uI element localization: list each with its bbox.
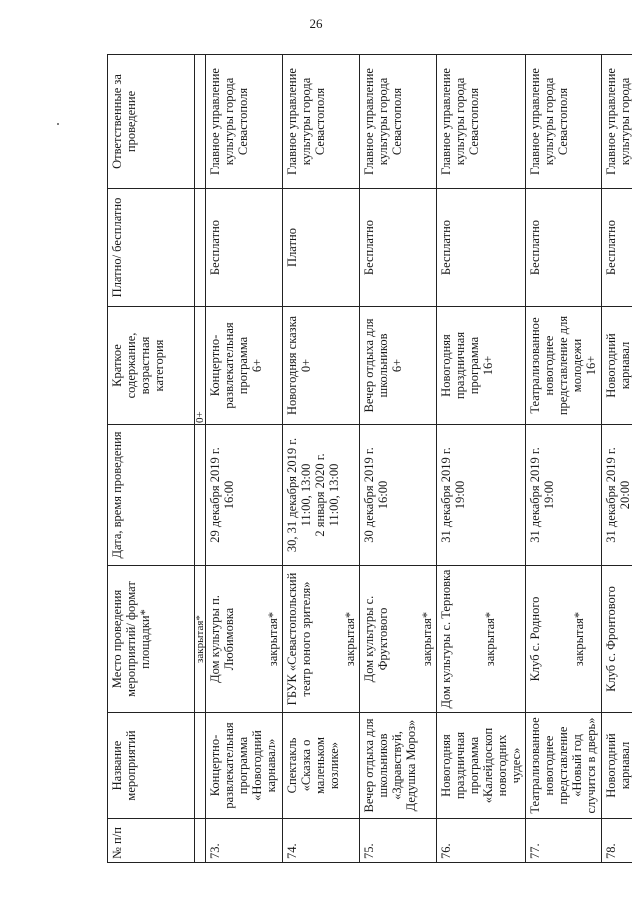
responsible-org: Главное управление культуры города [604,68,632,175]
cell-name [206,713,283,819]
event-name: Концертно-развлекательная программа «Новогодний карнавал» [208,722,278,809]
rotated-table-container [107,55,632,863]
event-name: Театрализованное новогоднее представление «Новый год случится в дверь» [528,717,598,814]
header-content: Краткое содержание, возрастная категория [108,307,195,425]
cell-datetime [602,425,632,566]
header-venue: Место проведения мероприятий/ формат площадки* [108,566,195,713]
cell-content [360,307,437,425]
cell-content [602,307,632,425]
cell-num [283,819,360,863]
datetime-line: 20:00 [618,480,632,510]
event-name: Вечер отдыха для школьников «Здравствуй, Дедушка Мороз» [362,718,418,813]
cell-venue [283,566,360,713]
sub-empty [195,425,206,566]
venue-format: закрытая* [572,611,586,667]
cell-name [283,713,360,819]
header-paid: Платно/ бесплатно [108,189,195,307]
datetime-line: 29 декабря 2019 г. [208,447,222,543]
header-num: № п/п [108,819,195,863]
cell-responsible [437,55,526,189]
cell-content [526,307,602,425]
venue-format: закрытая* [266,611,280,667]
age-category: 16+ [584,355,598,376]
paid-status: Бесплатно [604,219,618,276]
cell-num [360,819,437,863]
header-name: Название мероприятий [108,713,195,819]
cell-num [602,819,632,863]
row-number: 75. [362,843,376,859]
cell-paid [206,189,283,307]
content-text: Новогодний карнавал [604,333,632,398]
cell-datetime [360,425,437,566]
row-number: 78. [604,843,618,859]
datetime-line: 31 декабря 2019 г. [604,447,618,543]
datetime-line: 2 января 2020 г. [313,453,327,537]
table-header-row [108,55,195,863]
cell-responsible [283,55,360,189]
responsible-org: Главное управление культуры города Севастополя [362,68,404,175]
cell-num [526,819,602,863]
venue-text: Клуб с. Родного [528,596,542,682]
row-number: 74. [285,843,299,859]
content-text: Новогодняя праздничная программа [439,331,481,400]
content-text: Театрализованное новогоднее представление для молодежи [528,315,584,416]
cell-content [283,307,360,425]
venue-text: Клуб с. Фронтового [604,586,618,692]
datetime-line: 19:00 [542,480,556,510]
venue-text: ГБУК «Севастопольский театр юного зрителя» [285,572,313,706]
row-number: 77. [528,843,542,859]
sub-venue-format: закрытая* [195,566,206,713]
table-subheader-row [195,55,206,863]
table-row [437,55,526,863]
scan-speck [57,123,59,125]
cell-datetime [206,425,283,566]
cell-responsible [526,55,602,189]
cell-name [437,713,526,819]
cell-content [437,307,526,425]
page-number: 26 [309,16,323,31]
events-table [107,54,632,863]
datetime-line: 30, 31 декабря 2019 г. [285,437,299,553]
responsible-org: Главное управление культуры города Севастополя [439,68,481,175]
responsible-org: Главное управление культуры города Севастополя [528,68,570,175]
responsible-org: Главное управление культуры города Севастополя [285,68,327,175]
datetime-line: 30 декабря 2019 г. [362,447,376,543]
venue-format: закрытая* [343,611,357,667]
cell-name [526,713,602,819]
age-category: 0+ [299,358,313,373]
responsible-org: Главное управление культуры города Севастополя [208,68,250,175]
event-name: Спектакль «Сказка о маленьком козлике» [285,736,341,795]
cell-paid [437,189,526,307]
venue-text: Дом культуры п. Любимовка [208,595,236,683]
sub-age: 0+ [195,307,206,425]
age-category: 6+ [250,358,264,373]
cell-responsible [206,55,283,189]
cell-datetime [283,425,360,566]
paid-status: Платно [285,228,299,267]
venue-text: Дом культуры с. Терновка [439,569,453,709]
sub-empty [195,189,206,307]
row-number: 76. [439,843,453,859]
event-name: Новогодний карнавал [604,733,632,798]
sub-empty [195,55,206,189]
sub-empty [195,713,206,819]
table-row [360,55,437,863]
paid-status: Бесплатно [362,219,376,276]
table-row [283,55,360,863]
cell-num [437,819,526,863]
table-row [206,55,283,863]
datetime-line: 11:00, 13:00 [327,463,341,527]
cell-venue [206,566,283,713]
cell-datetime [526,425,602,566]
sub-empty [195,819,206,863]
cell-paid [360,189,437,307]
cell-num [206,819,283,863]
content-text: Концертно-развлекательная программа [208,322,250,409]
cell-name [602,713,632,819]
age-category: 6+ [390,358,404,373]
datetime-line: 16:00 [376,480,390,510]
cell-responsible [360,55,437,189]
cell-responsible [602,55,632,189]
table-row [602,55,632,863]
cell-datetime [437,425,526,566]
cell-paid [526,189,602,307]
age-category: 16+ [481,355,495,376]
cell-venue [602,566,632,713]
cell-venue [360,566,437,713]
datetime-line: 31 декабря 2019 г. [528,447,542,543]
venue-text: Дом культуры с. Фруктового [362,595,390,683]
datetime-line: 31 декабря 2019 г. [439,447,453,543]
paid-status: Бесплатно [528,219,542,276]
content-text: Вечер отдыха для школьников [362,318,390,413]
venue-format: закрытая* [420,611,434,667]
cell-venue [526,566,602,713]
cell-paid [283,189,360,307]
cell-venue [437,566,526,713]
row-number: 73. [208,843,222,859]
datetime-line: 16:00 [222,480,236,510]
header-datetime: Дата, время проведения [108,425,195,566]
datetime-line: 19:00 [453,480,467,510]
venue-format: закрытая* [483,611,497,667]
cell-name [360,713,437,819]
cell-content [206,307,283,425]
header-responsible: Ответственные за проведение [108,55,195,189]
cell-paid [602,189,632,307]
paid-status: Бесплатно [208,219,222,276]
content-text: Новогодняя сказка [285,315,299,416]
datetime-line: 11:00, 13:00 [299,463,313,527]
event-name: Новогодняя праздничная программа «Калейдоскоп новогодних чудес» [439,727,523,804]
table-row [526,55,602,863]
paid-status: Бесплатно [439,219,453,276]
